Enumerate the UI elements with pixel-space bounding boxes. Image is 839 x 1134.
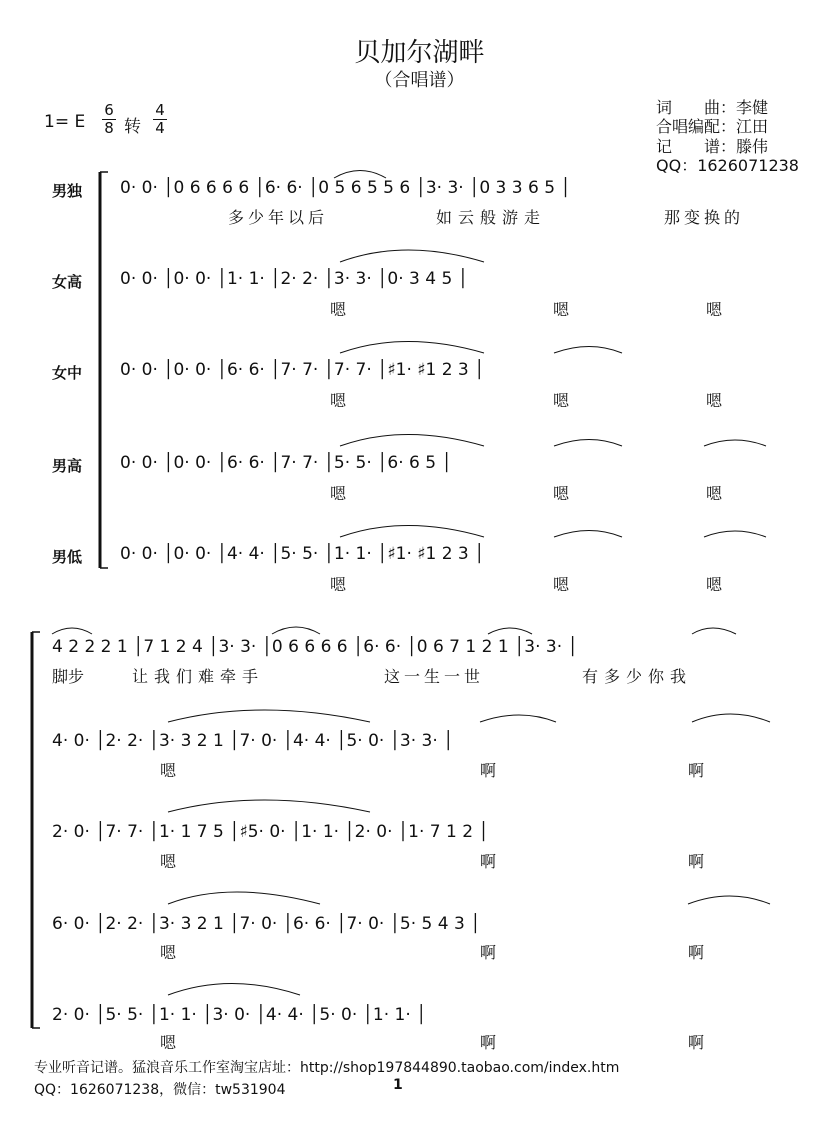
system1-tenor-lyric-3: 嗯 [706, 484, 723, 503]
system1-bass-lyric-3: 嗯 [706, 575, 723, 594]
system2-bass-lyric-2: 啊 [480, 1033, 497, 1052]
system1-soprano-lyric-1: 嗯 [330, 300, 347, 319]
slur [340, 435, 484, 447]
system2-bass-lyric-1: 嗯 [160, 1033, 177, 1052]
credit-lyrics-music: 词 曲：李健 [656, 98, 769, 117]
system1-bass-lyric-2: 嗯 [553, 575, 570, 594]
slur [340, 250, 484, 262]
system2-soprano-notes: 4· 0· │2· 2· │3· 3 2 1 │7· 0· │4· 4· │5· 0· │3· 3· │ [52, 731, 454, 751]
slur [340, 526, 484, 538]
slur [692, 628, 736, 634]
system2-alto-lyric-3: 啊 [688, 852, 705, 871]
system1-alto-lyric-2: 嗯 [553, 391, 570, 410]
system2-alto-lyric-2: 啊 [480, 852, 497, 871]
system1-bass-lyric-1: 嗯 [330, 575, 347, 594]
system1-solo-lyric-3: 那变换的 [664, 208, 745, 227]
voice-label-bass: 男低 [52, 548, 83, 566]
system1-solo-lyric-1: 多少年以后 [228, 208, 329, 227]
system2-tenor-lyric-3: 啊 [688, 943, 705, 962]
system1-tenor-lyric-2: 嗯 [553, 484, 570, 503]
system2-soprano-lyric-2: 啊 [480, 761, 497, 780]
meter-numerator: 6 [104, 101, 114, 119]
system1-tenor-lyric-1: 嗯 [330, 484, 347, 503]
slur [554, 440, 622, 447]
slur [168, 984, 300, 996]
system2-tenor-lyric-1: 嗯 [160, 943, 177, 962]
system2-alto-lyric-1: 嗯 [160, 852, 177, 871]
voice-label-solo: 男独 [52, 182, 83, 200]
system1-alto-lyric-3: 嗯 [706, 391, 723, 410]
meter-numerator: 4 [155, 101, 165, 119]
system2-soprano-lyric-1: 嗯 [160, 761, 177, 780]
slur [488, 628, 532, 634]
footer-shop-info: 专业听音记谱。猛浪音乐工作室淘宝店址：http://shop197844890.taobao.com/index.htm [34, 1060, 620, 1076]
system2-soprano-lyric-3: 啊 [688, 761, 705, 780]
slur [340, 342, 484, 354]
page-title: 贝加尔湖畔 [354, 38, 485, 68]
slur [168, 800, 370, 812]
meter-change-text: 转 [124, 117, 141, 137]
slur [272, 627, 320, 634]
system1-soprano-lyric-3: 嗯 [706, 300, 723, 319]
slur [554, 347, 622, 354]
credit-qq: QQ：1626071238 [656, 156, 799, 175]
voice-label-alto: 女中 [52, 364, 83, 382]
system2-alto-notes: 2· 0· │7· 7· │1· 1 7 5 │♯5· 0· │1· 1· │2· 0· │1· 7 1 2 │ [52, 822, 489, 842]
system1-tenor-notes: 0· 0· │0· 0· │6· 6· │7· 7· │5· 5· │6· 6 5 │ [120, 453, 452, 473]
voice-label-tenor: 男高 [52, 457, 83, 475]
slur [692, 714, 770, 722]
slur [52, 628, 92, 634]
voice-label-soprano: 女高 [52, 273, 83, 291]
page-number: 1 [393, 1077, 403, 1093]
system2-bass-notes: 2· 0· │5· 5· │1· 1· │3· 0· │4· 4· │5· 0· │1· 1· │ [52, 1005, 427, 1025]
system2-bass-lyric-3: 啊 [688, 1033, 705, 1052]
system1-bass-notes: 0· 0· │0· 0· │4· 4· │5· 5· │1· 1· │♯1· ♯1 2 3 │ [120, 544, 485, 564]
slur [704, 531, 766, 537]
key-signature: 1= E [44, 112, 86, 132]
meter-denominator: 4 [155, 119, 165, 137]
page-subtitle: （合唱谱） [374, 70, 465, 91]
slur [480, 715, 556, 722]
system2-solo-lyric-3: 这一生一世 [384, 667, 485, 686]
system1-soprano-lyric-2: 嗯 [553, 300, 570, 319]
system1-alto-notes: 0· 0· │0· 0· │6· 6· │7· 7· │7· 7· │♯1· ♯1 2 3 │ [120, 360, 485, 380]
system2-tenor-lyric-2: 啊 [480, 943, 497, 962]
slur [334, 171, 386, 179]
system2-solo-notes: 4 2 2 2 1 │7 1 2 4 │3· 3· │0 6 6 6 6 │6· 6· │0 6 7 1 2 1 │3· 3· │ [52, 637, 578, 657]
slur [688, 896, 770, 904]
credit-transcriber: 记 谱：滕伟 [656, 137, 769, 156]
slur [554, 531, 622, 538]
footer-contact: QQ：1626071238，微信：tw531904 [34, 1082, 286, 1098]
system1-solo-notes: 0· 0· │0 6 6 6 6 │6· 6· │0 5 6 5 5 6 │3· 3· │0 3 3 6 5 │ [120, 178, 571, 198]
slur [704, 440, 766, 446]
slur [168, 892, 320, 904]
system2-tenor-notes: 6· 0· │2· 2· │3· 3 2 1 │7· 0· │6· 6· │7· 0· │5· 5 4 3 │ [52, 914, 481, 934]
system2-solo-lyric-1: 脚步 [52, 667, 85, 686]
system1-alto-lyric-1: 嗯 [330, 391, 347, 410]
meter-denominator: 8 [104, 119, 114, 137]
slur [168, 710, 370, 722]
system2-solo-lyric-2: 让我们难牵手 [132, 667, 265, 686]
credit-arranger: 合唱编配：江田 [656, 117, 769, 136]
system1-solo-lyric-2: 如云般游走 [436, 208, 547, 227]
system2-solo-lyric-4: 有多少你我 [582, 667, 693, 686]
system1-soprano-notes: 0· 0· │0· 0· │1· 1· │2· 2· │3· 3· │0· 3 4 5 │ [120, 269, 468, 289]
